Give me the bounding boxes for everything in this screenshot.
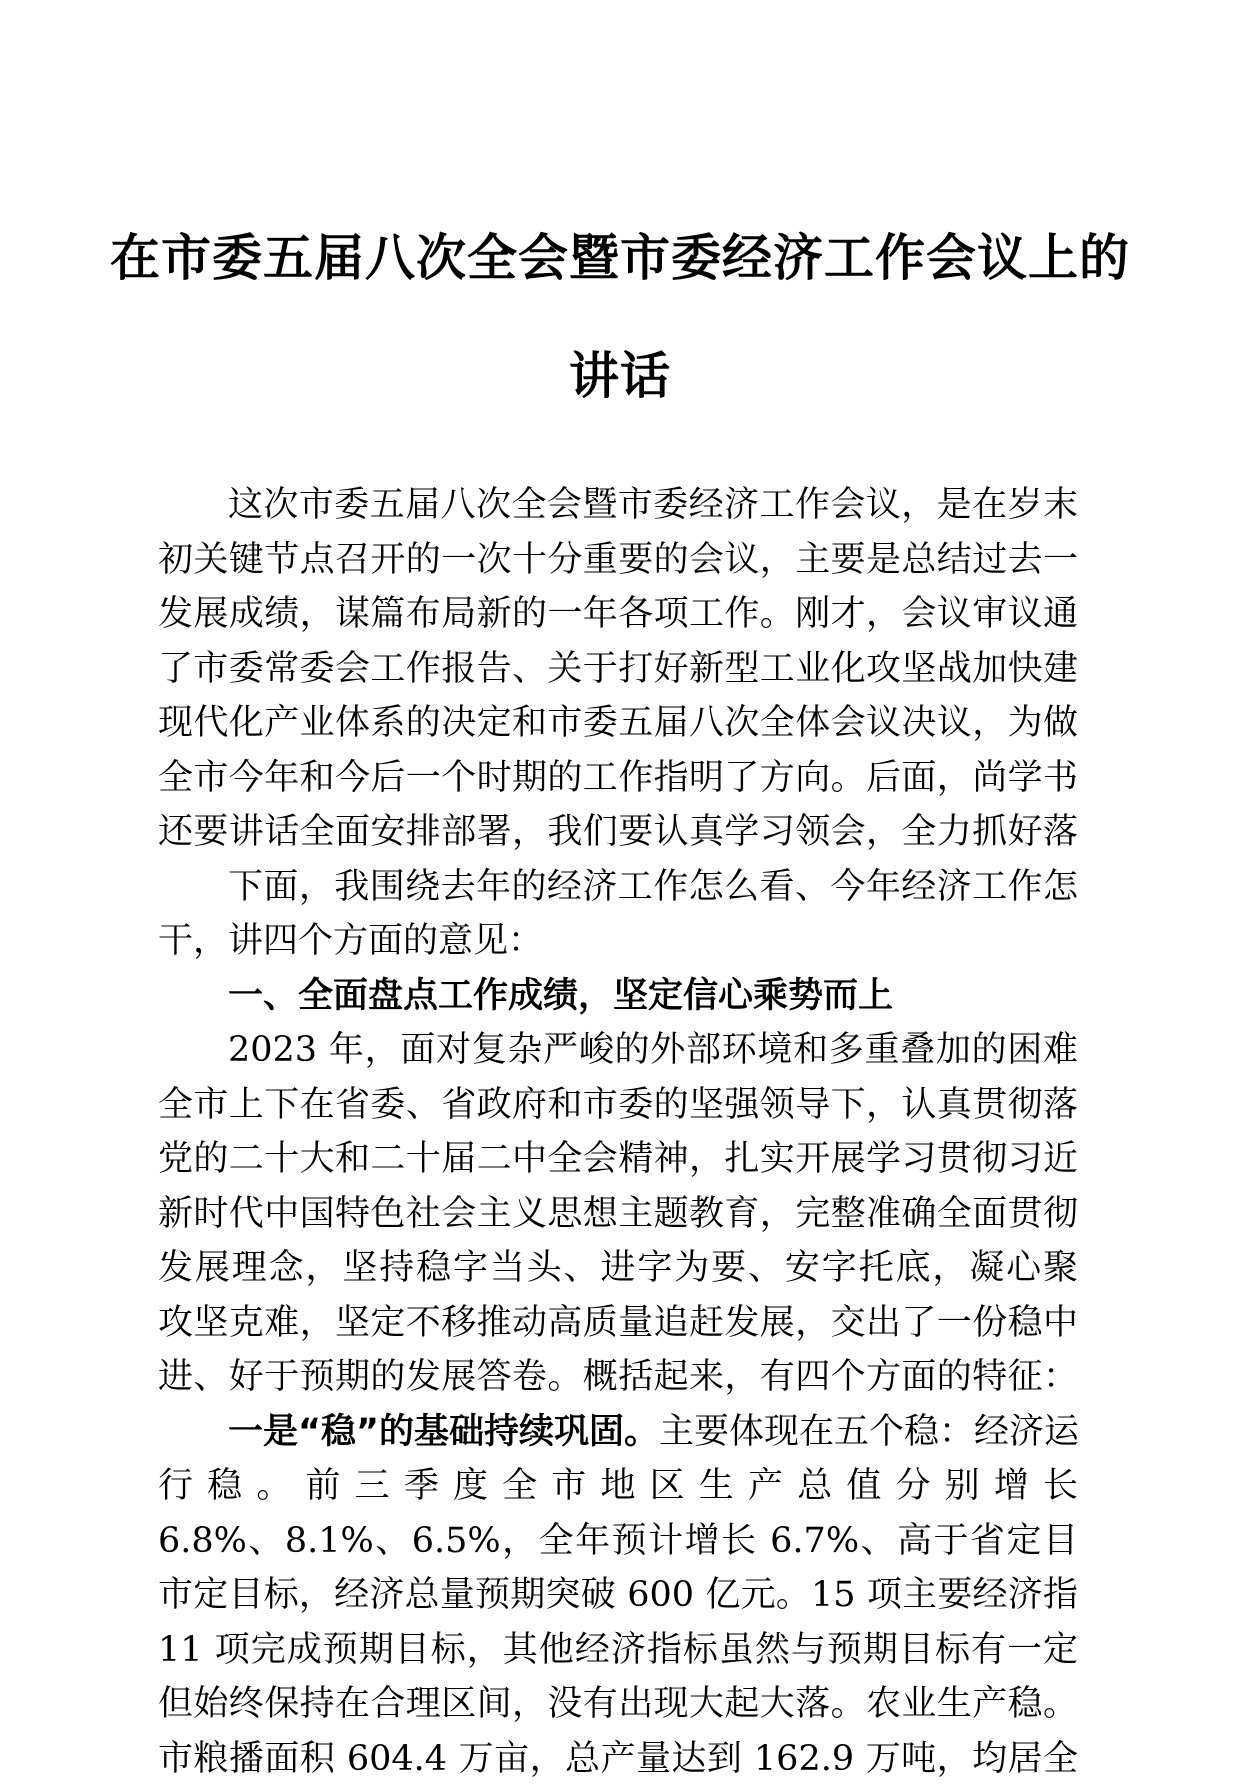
body-line: 下面，我围绕去年的经济工作怎么看、今年经济工作怎 (158, 860, 1078, 915)
body-line: 初关键节点召开的一次十分重要的会议，主要是总结过去一 (158, 533, 1078, 588)
body-line: 发展理念，坚持稳字当头、进字为要、安字托底，凝心聚 (158, 1241, 1078, 1296)
body-line: 全市上下在省委、省政府和市委的坚强领导下，认真贯彻落 (158, 1078, 1078, 1133)
section-heading: 一、全面盘点工作成绩，坚定信心乘势而上 (158, 969, 1078, 1024)
body-line: 发展成绩，谋篇布局新的一年各项工作。刚才，会议审议通 (158, 587, 1078, 642)
body-line: 2023 年，面对复杂严峻的外部环境和多重叠加的困难 (158, 1023, 1078, 1078)
body-line: 行稳。前三季度全市地区生产总值分别增长 (158, 1459, 1078, 1514)
body-line-mixed (158, 1405, 1078, 1460)
body-line: 干，讲四个方面的意见： (158, 914, 1078, 969)
body-line: 11 项完成预期目标，其他经济指标虽然与预期目标有一定 (158, 1623, 1078, 1678)
body-line: 攻坚克难，坚定不移推动高质量追赶发展，交出了一份稳中 (158, 1296, 1078, 1351)
body-line: 党的二十大和二十届二中全会精神，扎实开展学习贯彻习近 (158, 1132, 1078, 1187)
body-line: 新时代中国特色社会主义思想主题教育，完整准确全面贯彻 (158, 1187, 1078, 1242)
body-line: 了市委常委会工作报告、关于打好新型工业化攻坚战加快建 (158, 642, 1078, 697)
document-title-line-2: 讲话 (0, 346, 1240, 406)
body-line: 市定目标，经济总量预期突破 600 亿元。15 项主要经济指 (158, 1568, 1078, 1623)
body-line: 还要讲话全面安排部署，我们要认真学习领会，全力抓好落 (158, 805, 1078, 860)
body-line: 市粮播面积 604.4 万亩，总产量达到 162.9 万吨，均居全 (158, 1732, 1078, 1786)
body-line: 但始终保持在合理区间，没有出现大起大落。农业生产稳。 (158, 1677, 1078, 1732)
subsection-lead: 一是“稳”的基础持续巩固。 (228, 1412, 659, 1452)
body-line: 这次市委五届八次全会暨市委经济工作会议，是在岁末 (158, 478, 1078, 533)
body-line: 全市今年和今后一个时期的工作指明了方向。后面，尚学书 (158, 751, 1078, 806)
body-line: 6.8%、8.1%、6.5%，全年预计增长 6.7%、高于省定目 (158, 1514, 1078, 1569)
body-line: 进、好于预期的发展答卷。概括起来，有四个方面的特征： (158, 1350, 1078, 1405)
body-line-continuation: 主要体现在五个稳：经济运 (659, 1412, 1079, 1452)
body-line: 现代化产业体系的决定和市委五届八次全体会议决议，为做 (158, 696, 1078, 751)
document-body (158, 478, 1078, 1786)
document-title-line-1: 在市委五届八次全会暨市委经济工作会议上的 (0, 228, 1240, 288)
